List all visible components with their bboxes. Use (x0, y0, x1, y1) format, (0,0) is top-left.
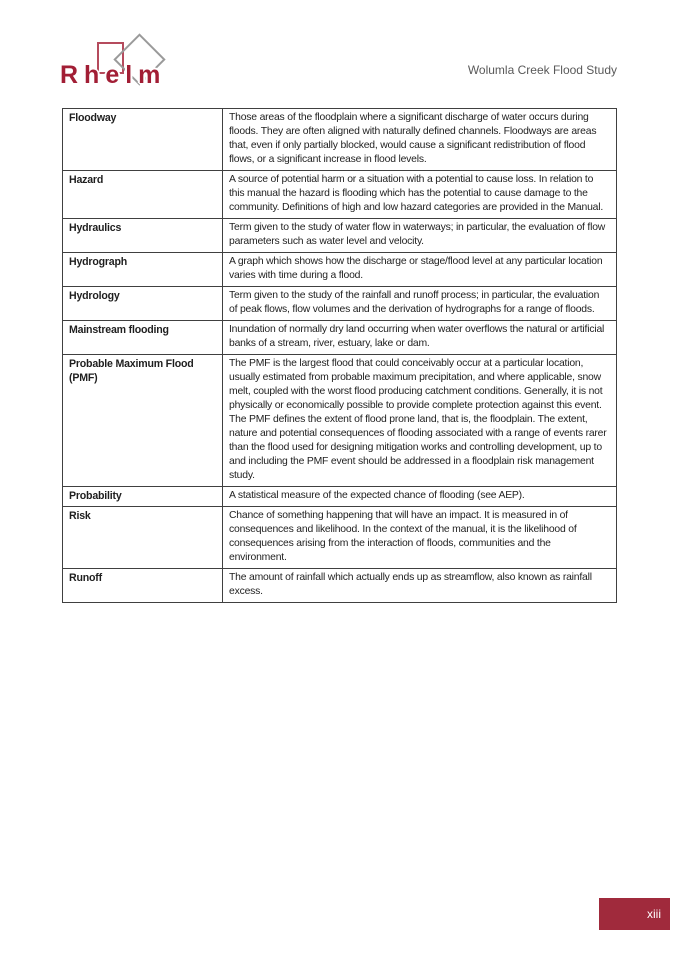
definition-cell: The amount of rainfall which actually ends up as streamflow, also known as rainfall excess. (223, 569, 617, 603)
term-cell: Probability (63, 487, 223, 507)
definition-cell: Chance of something happening that will have an impact. It is measured in of consequences and likelihood. In the context of the manual, it is the likelihood of consequences arising from the interaction of floods, communities and the environment. (223, 507, 617, 569)
term-cell: Risk (63, 507, 223, 569)
rhelm-logo (60, 28, 220, 96)
table-row (63, 287, 617, 321)
term-cell: Floodway (63, 109, 223, 171)
definition-cell: The PMF is the largest flood that could conceivably occur at a particular location, usually estimated from probable maximum precipitation, and where applicable, snow melt, coupled with the worst flood producing catchment conditions. Generally, it is not physically or economically possible to provide complete protection against this event. The PMF defines the extent of flood prone land, that is, the floodplain. The extent, nature and potential consequences of flooding associated with a range of events rarer than the flood used for designing mitigation works and controlling development, up to and including the PMF event should be addressed in a floodplain risk management study. (223, 355, 617, 487)
table-row (63, 507, 617, 569)
table-row (63, 219, 617, 253)
table-row (63, 321, 617, 355)
page-number: xiii (647, 907, 661, 921)
table-row (63, 487, 617, 507)
definition-cell: Term given to the study of water flow in waterways; in particular, the evaluation of flow parameters such as water level and velocity. (223, 219, 617, 253)
term-cell: Runoff (63, 569, 223, 603)
term-cell: Hydrograph (63, 253, 223, 287)
table-row (63, 171, 617, 219)
definition-cell: A source of potential harm or a situation with a potential to cause loss. In relation to this manual the hazard is flooding which has the potential to cause damage to the community. Definitions of high and low hazard categories are provided in the Manual. (223, 171, 617, 219)
term-cell: Hydrology (63, 287, 223, 321)
definition-cell: Those areas of the floodplain where a significant discharge of water occurs during floods. They are often aligned with naturally defined channels. Floodways are areas that, even if only partially blocked, would cause a significant redistribution of flood flows, or a significant increase in flood levels. (223, 109, 617, 171)
term-cell: Probable Maximum Flood (PMF) (63, 355, 223, 487)
table-row (63, 355, 617, 487)
term-cell: Hydraulics (63, 219, 223, 253)
term-cell: Mainstream flooding (63, 321, 223, 355)
glossary-table-body (63, 109, 617, 603)
table-row (63, 109, 617, 171)
document-title: Wolumla Creek Flood Study (467, 63, 617, 77)
page-number-badge (599, 898, 670, 930)
table-row (63, 569, 617, 603)
definition-cell: A graph which shows how the discharge or stage/flood level at any particular location varies with time during a flood. (223, 253, 617, 287)
table-row (63, 253, 617, 287)
definition-cell: Term given to the study of the rainfall and runoff process; in particular, the evaluation of peak flows, flow volumes and the derivation of hydrographs for a range of floods. (223, 287, 617, 321)
term-cell: Hazard (63, 171, 223, 219)
definition-cell: Inundation of normally dry land occurring when water overflows the natural or artificial banks of a stream, river, estuary, lake or dam. (223, 321, 617, 355)
definition-cell: A statistical measure of the expected chance of flooding (see AEP). (223, 487, 617, 507)
glossary-table (62, 108, 617, 603)
logo-wordmark: Rhelm (60, 61, 167, 89)
